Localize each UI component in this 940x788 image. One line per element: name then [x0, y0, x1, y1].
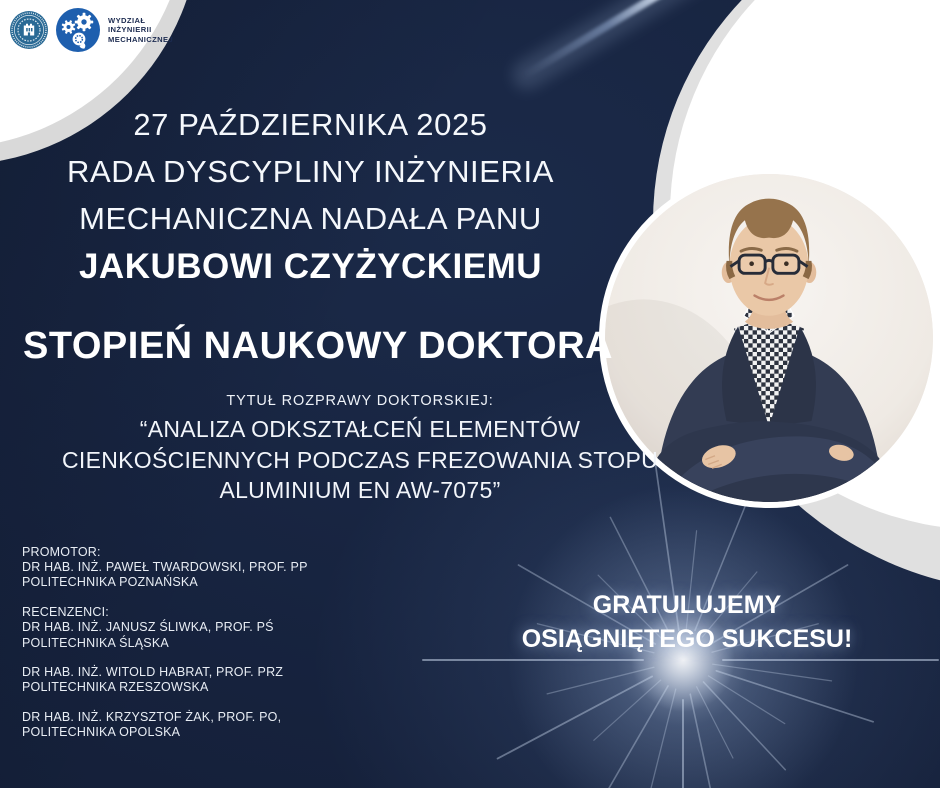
faculty-gears-logo	[55, 7, 101, 53]
recipient-name: JAKUBOWI CZYŻYCKIEMU	[78, 247, 543, 286]
reviewer-affiliation: POLITECHNIKA ŚLĄSKA	[22, 635, 169, 650]
headline-block	[18, 101, 603, 242]
thesis-title-line3: ALUMINIUM EN AW-7075”	[219, 477, 501, 503]
faculty-name-line3: MECHANICZNEJ	[108, 34, 174, 44]
congratulations-line1: GRATULUJEMY	[592, 591, 782, 619]
degree-title: STOPIEŃ NAUKOWY DOKTORA	[23, 325, 613, 367]
faculty-name-line2: INŻYNIERII	[108, 25, 152, 35]
faculty-name-line1: WYDZIAŁ	[108, 15, 146, 25]
thesis-title	[40, 414, 680, 506]
promoter-group	[22, 545, 308, 591]
thesis-label: TYTUŁ ROZPRAWY DOKTORSKIEJ:	[226, 393, 494, 409]
headline-date: 27 PAŹDZIERNIKA 2025	[133, 107, 488, 142]
thesis-title-line2: CIENKOŚCIENNYCH PODCZAS FREZOWANIA STOPU	[61, 446, 659, 473]
faculty-name	[108, 16, 173, 45]
reviewers-label: RECENZENCI:	[22, 605, 109, 620]
promoter-label: PROMOTOR:	[22, 545, 101, 559]
credits-block	[22, 545, 308, 755]
headline-line2: RADA DYSCYPLINY INŻYNIERIA	[66, 154, 555, 189]
reviewer-name: DR HAB. INŻ. KRZYSZTOF ŻAK, PROF. PO,	[22, 710, 282, 725]
header-logos	[10, 4, 230, 56]
congratulations-block	[450, 588, 924, 656]
congratulations-line2: OSIĄGNIĘTEGO SUKCESU!	[521, 625, 853, 653]
reviewer-affiliation: POLITECHNIKA OPOLSKA	[22, 725, 181, 740]
reviewer-name: DR HAB. INŻ. WITOLD HABRAT, PROF. PRZ	[22, 665, 284, 680]
headline-line3: MECHANICZNA NADAŁA PANU	[79, 201, 542, 236]
reviewer-group-2	[22, 665, 308, 695]
reviewer-group-1	[22, 605, 308, 651]
promoter-affiliation: POLITECHNIKA POZNAŃSKA	[22, 575, 198, 590]
reviewer-affiliation: POLITECHNIKA RZESZOWSKA	[22, 680, 209, 695]
reviewer-group-3	[22, 710, 308, 740]
promoter-name: DR HAB. INŻ. PAWEŁ TWARDOWSKI, PROF. PP	[22, 560, 308, 575]
thesis-title-line1: “ANALIZA ODKSZTAŁCEŃ ELEMENTÓW	[139, 416, 581, 442]
reviewer-name: DR HAB. INŻ. JANUSZ ŚLIWKA, PROF. PŚ	[22, 620, 274, 635]
university-seal-logo	[10, 11, 48, 49]
